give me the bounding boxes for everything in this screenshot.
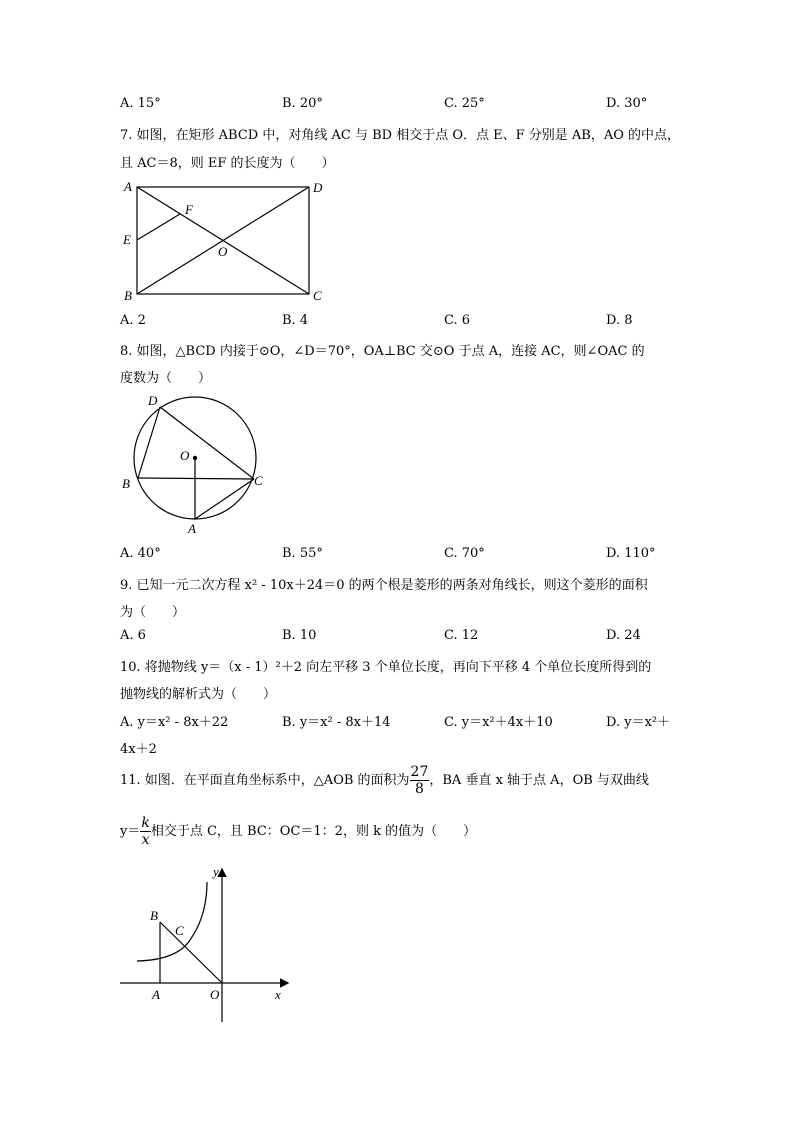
label-a: A <box>152 987 160 1002</box>
q8-option-d: D. 110° <box>606 546 656 561</box>
segment-bc <box>138 478 254 479</box>
q7-option-c: C. 6 <box>444 313 471 328</box>
q10-option-d-continued: 4x＋2 <box>120 742 157 757</box>
q7-stem-line1: 7. 如图，在矩形 ABCD 中，对角线 AC 与 BD 相交于点 O．点 E、F 分别是 AB，AO 的中点， <box>120 128 681 143</box>
label-f: F <box>185 202 193 217</box>
q8-option-b: B. 55° <box>282 546 323 561</box>
q11-stem2-pre: y＝ <box>120 824 141 839</box>
q7-rectangle-figure <box>118 176 338 308</box>
q9-option-c: C. 12 <box>444 628 479 643</box>
q11-stem-line1 <box>120 764 649 797</box>
segment-ef <box>137 214 180 240</box>
q9-stem-line1: 9. 已知一元二次方程 x² - 10x＋24＝0 的两个根是菱形的两条对角线长，则这个菱形的面积 <box>120 578 648 593</box>
segment-bo <box>160 922 222 983</box>
label-b: B <box>150 908 158 923</box>
q11-stem1-post: ，BA 垂直 x 轴于点 A，OB 与双曲线 <box>429 773 649 788</box>
q10-stem-line1: 10. 将抛物线 y＝（x - 1）²＋2 向左平移 3 个单位长度，再向下平移 4 个单位长度所得到的 <box>120 660 652 675</box>
q11-coordinate-figure <box>115 860 300 1028</box>
center-point <box>193 456 197 460</box>
label-c: C <box>254 473 263 488</box>
label-x: x <box>275 987 281 1002</box>
q7-option-d: D. 8 <box>606 313 633 328</box>
label-b: B <box>124 288 132 303</box>
label-d: D <box>313 180 323 195</box>
q11-frac1-numerator: 27 <box>410 764 429 780</box>
q8-circle-figure <box>118 390 278 540</box>
q10-option-c: C. y＝x²＋4x＋10 <box>444 715 553 730</box>
q11-stem-line2 <box>120 815 476 848</box>
segment-dc <box>160 407 254 479</box>
q8-stem-line1: 8. 如图，△BCD 内接于⊙O，∠D＝70°，OA⊥BC 交⊙O 于点 A，连接 AC，则∠OAC 的 <box>120 344 645 359</box>
q11-frac2-numerator: k <box>141 815 150 831</box>
q6-option-a: A. 15° <box>120 96 161 111</box>
label-o: O <box>180 448 190 463</box>
label-d: D <box>148 393 158 408</box>
q11-frac1-denominator: 8 <box>415 781 424 797</box>
q6-option-c: C. 25° <box>444 96 485 111</box>
q10-option-d: D. y＝x²＋ <box>606 715 671 730</box>
q7-option-b: B. 4 <box>282 313 309 328</box>
label-o: O <box>210 987 220 1002</box>
q10-option-b: B. y＝x² - 8x＋14 <box>282 715 391 730</box>
q10-stem-line2: 抛物线的解析式为（ ） <box>120 687 277 702</box>
q6-option-b: B. 20° <box>282 96 323 111</box>
label-a: A <box>188 521 196 536</box>
label-a: A <box>124 179 132 194</box>
q10-option-a: A. y＝x² - 8x＋22 <box>120 715 229 730</box>
q9-option-d: D. 24 <box>606 628 641 643</box>
q11-area-fraction <box>410 764 430 797</box>
label-c: C <box>175 923 184 938</box>
q8-option-c: C. 70° <box>444 546 485 561</box>
q9-option-b: B. 10 <box>282 628 317 643</box>
label-y: y <box>213 864 219 879</box>
q7-option-a: A. 2 <box>120 313 146 328</box>
label-e: E <box>123 232 131 247</box>
label-c: C <box>313 288 322 303</box>
segment-ac <box>195 479 254 519</box>
q11-stem2-post: 相交于点 C，且 BC：OC＝1：2，则 k 的值为（ ） <box>150 824 477 839</box>
q9-option-a: A. 6 <box>120 628 146 643</box>
q11-stem1-pre: 11. 如图．在平面直角坐标系中，△AOB 的面积为 <box>120 773 410 788</box>
label-b: B <box>122 476 130 491</box>
q11-frac2-denominator: x <box>141 832 150 848</box>
q9-stem-line2: 为（ ） <box>120 605 186 620</box>
hyperbola-curve <box>137 882 207 961</box>
q8-option-a: A. 40° <box>120 546 161 561</box>
q8-stem-line2: 度数为（ ） <box>120 371 212 386</box>
q6-option-d: D. 30° <box>606 96 648 111</box>
label-o: O <box>218 244 228 259</box>
q7-stem-line2: 且 AC＝8，则 EF 的长度为（ ） <box>120 156 335 171</box>
q11-hyperbola-fraction <box>140 815 150 848</box>
